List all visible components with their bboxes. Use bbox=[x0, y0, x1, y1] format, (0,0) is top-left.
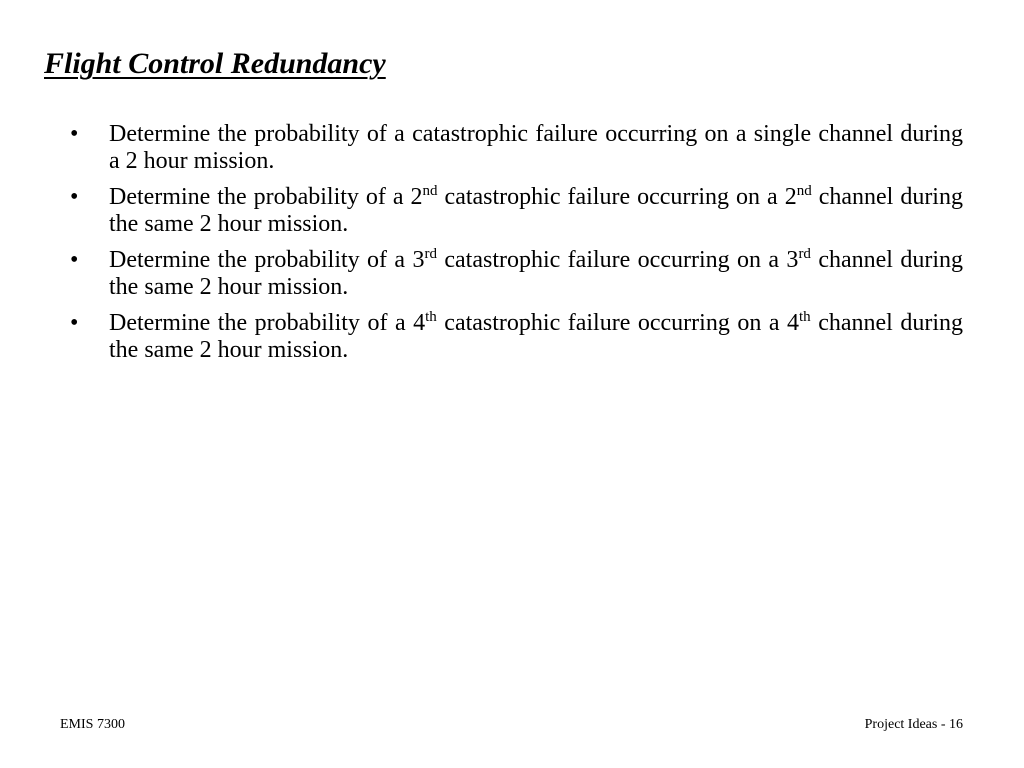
bullet-text: Determine the probability of a 3rd catastrophic failure occurring on a 3rd channel during the same 2 hour mission. bbox=[109, 246, 963, 300]
bullet-text: Determine the probability of a 4th catastrophic failure occurring on a 4th channel during the same 2 hour mission. bbox=[109, 309, 963, 363]
bullet-mark: • bbox=[70, 121, 79, 147]
bullet-item bbox=[66, 121, 963, 175]
ordinal-suffix: th bbox=[425, 309, 437, 325]
bullet-mark: • bbox=[70, 310, 79, 336]
ordinal-suffix: rd bbox=[798, 246, 811, 262]
bullet-item bbox=[66, 247, 963, 301]
footer-course: EMIS 7300 bbox=[60, 717, 125, 732]
bullet-item bbox=[66, 310, 963, 364]
ordinal-suffix: nd bbox=[422, 183, 438, 199]
slide-title: Flight Control Redundancy bbox=[44, 47, 386, 80]
bullet-text: Determine the probability of a 2nd catastrophic failure occurring on a 2nd channel during the same 2 hour mission. bbox=[109, 183, 963, 237]
ordinal-suffix: nd bbox=[796, 183, 812, 199]
footer-page-label: Project Ideas - 16 bbox=[864, 717, 963, 732]
bullet-list bbox=[66, 121, 963, 373]
ordinal-suffix: rd bbox=[424, 246, 437, 262]
bullet-mark: • bbox=[70, 247, 79, 273]
bullet-mark: • bbox=[70, 184, 79, 210]
bullet-text: Determine the probability of a catastrophic failure occurring on a single channel during a 2 hour mission. bbox=[109, 121, 963, 174]
bullet-item bbox=[66, 184, 963, 238]
ordinal-suffix: th bbox=[799, 309, 811, 325]
